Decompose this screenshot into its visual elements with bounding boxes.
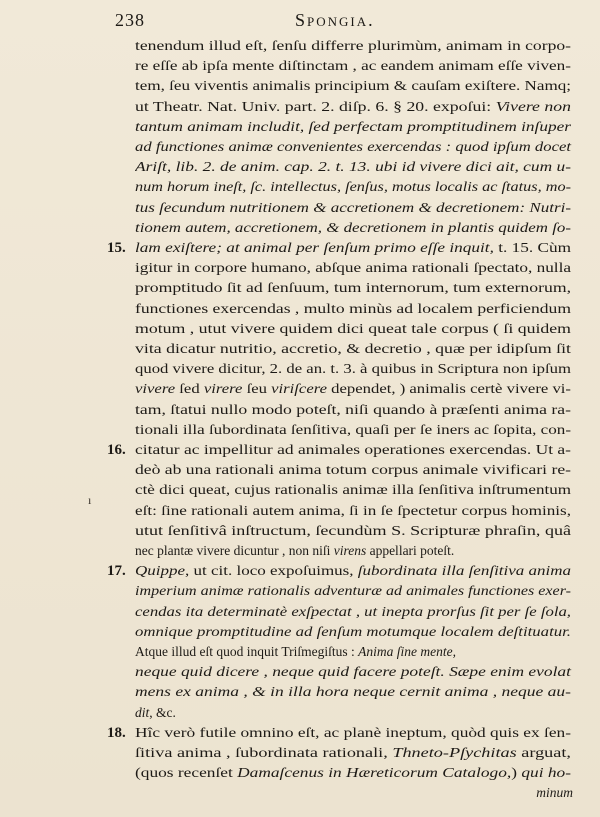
roman-text: Hîc verò futile omnino eſt, ac planè ineptum, quòd quis ex ſen- — [135, 724, 571, 740]
paragraph-number: 16. — [107, 442, 126, 458]
line-content — [135, 278, 571, 298]
italic-text: Anima ſine mente, — [358, 644, 456, 659]
italic-text: imperium animæ rationalis adventuræ ad animales functiones exer- — [135, 583, 571, 599]
line-content — [135, 501, 571, 521]
line-content — [135, 117, 571, 137]
line-content — [135, 581, 571, 601]
text-line — [135, 299, 573, 319]
text-line — [135, 642, 573, 662]
text-line — [107, 723, 573, 743]
text-line — [135, 379, 573, 399]
text-line — [135, 703, 573, 723]
roman-text: nec plantæ vivere dicuntur , non niſi — [135, 543, 334, 558]
italic-text: Thneto-Pſychitas — [392, 745, 517, 760]
roman-text: ſitiva anima , ſubordinata rationali, — [135, 745, 393, 760]
italic-text: num horum ineſt, ſc. intellectus, ſenſus, motus localis ac ſtatus, mo- — [135, 179, 571, 195]
line-content — [135, 622, 571, 642]
text-line — [135, 177, 573, 197]
roman-text: functiones exercendas , multo minùs ad localem perficiendum — [135, 300, 571, 316]
line-content — [135, 177, 571, 197]
margin-mark: ı — [88, 493, 92, 507]
line-content — [135, 400, 571, 420]
line-content — [135, 460, 571, 480]
text-line — [135, 258, 573, 278]
line-content — [135, 56, 571, 76]
roman-text: tenendum illud eſt, ſenſu differre plurimùm, animam in corpo- — [135, 38, 572, 53]
paragraph-number: 15. — [107, 240, 126, 256]
line-content — [135, 561, 571, 581]
line-content — [135, 682, 571, 702]
italic-text: dit — [135, 704, 150, 720]
roman-text: ut Theatr. Nat. Univ. part. 2. diſp. 6. § 20. expoſui: — [135, 98, 496, 114]
paragraph-number: 17. — [107, 563, 126, 580]
italic-text: ſubordinata illa ſenſitiva anima — [357, 563, 572, 579]
text-line — [135, 682, 573, 702]
text-line — [107, 440, 573, 460]
line-content — [135, 723, 571, 743]
italic-text: virere — [203, 381, 243, 397]
roman-text: ) — [511, 765, 522, 781]
roman-text: promptitudo ſit ad ſenſuum, tum internorum, tum externorum, — [135, 280, 572, 296]
italic-text: Vivere non — [495, 98, 571, 114]
roman-text: Atque illud eſt quod inquit Triſmegiſtus : — [135, 644, 359, 659]
italic-text: Quippe — [135, 563, 186, 579]
roman-text: arguat, — [516, 745, 571, 760]
text-line — [135, 117, 573, 137]
text-line — [135, 501, 573, 521]
text-line — [135, 359, 573, 379]
italic-text: ad functiones animæ convenientes exercendas : quod ipſum docet — [135, 139, 571, 154]
italic-text: tionem autem, accretionem, & decretionem in plantis quidem ſo- — [135, 219, 571, 235]
line-content — [135, 662, 571, 682]
italic-text: tus ſecundum nutritionem & accretionem & decretionem: Nutri- — [135, 199, 572, 215]
italic-text: viriſcere — [271, 381, 328, 397]
line-content — [135, 359, 571, 379]
roman-text: ſed — [175, 381, 204, 397]
line-content — [135, 218, 571, 238]
catchword: minum — [536, 785, 573, 801]
page-number: 238 — [115, 10, 145, 30]
line-content — [135, 198, 571, 218]
line-content — [135, 743, 571, 763]
text-line — [135, 743, 573, 763]
roman-text: appellari poteſt. — [366, 543, 455, 558]
italic-text: omnique promptitudine ad ſenſum motumque localem deſtituatur. — [135, 623, 571, 639]
running-title: Spongia. — [295, 10, 375, 30]
italic-text: virens — [333, 543, 367, 558]
text-line — [135, 157, 573, 177]
text-line — [107, 238, 573, 258]
line-content — [135, 440, 571, 460]
line-content — [135, 137, 571, 157]
text-line — [135, 480, 573, 500]
italic-text: lam exiſtere; at animal per ſenſum primo eſſe inquit, — [135, 240, 499, 255]
roman-text: dependet, ) animalis certè vivere vi- — [327, 381, 571, 397]
roman-text: eſt: ſine rationali autem anima, ſi in ſe ſpectetur corpus hominis, — [135, 502, 571, 518]
roman-text: tem, ſeu viventis animalis principium & cauſam exiſtere. Namq; — [135, 78, 572, 94]
italic-text: tantum animam includit, ſed perfectam promptitudinem inſuper — [135, 118, 571, 134]
roman-text: , &c. — [149, 704, 176, 720]
line-content — [135, 319, 571, 339]
line-content — [135, 36, 571, 56]
roman-text: quod vivere dicitur, 2. de an. t. 3. à quibus in Scriptura non ipſum — [135, 361, 571, 377]
text-line — [135, 602, 573, 622]
line-content — [135, 258, 571, 278]
text-line — [135, 622, 573, 642]
text-line — [135, 400, 573, 420]
text-line — [135, 460, 573, 480]
text-line — [135, 76, 573, 96]
italic-text: mens ex anima , & in illa hora neque cernit anima , neque au- — [135, 684, 572, 700]
text-line — [135, 763, 573, 783]
roman-text: vita dicatur nutritio, accretio, & decretio , quæ per idipſum ſit — [135, 341, 571, 356]
roman-text: (quos recenſet — [135, 765, 238, 781]
text-line — [135, 36, 573, 56]
roman-text: utut ſenſitivâ inſtructum, ſecundùm S. Scripturæ phraſin, quâ — [135, 522, 572, 538]
italic-text: Damaſcenus in Hæreticorum Catalogo, — [237, 765, 512, 781]
page-header — [110, 10, 580, 36]
roman-text: citatur ac impellitur ad animales operationes exercendas. Ut a- — [135, 442, 571, 457]
line-content — [135, 379, 571, 399]
line-content — [135, 763, 571, 783]
text-line — [135, 420, 573, 440]
line-content — [135, 521, 571, 541]
text-line — [135, 339, 573, 359]
text-line — [107, 561, 573, 581]
roman-text: tionali illa ſubordinata ſenſitiva, quaſi per ſe iners ac ſopita, con- — [135, 421, 572, 437]
text-line — [135, 137, 573, 157]
roman-text: igitur in corpore humano, abſque anima rationali ſpectato, nulla — [135, 260, 572, 276]
italic-text: neque quid dicere , neque quid facere poteſt. Sæpe enim evolat — [135, 664, 572, 680]
roman-text: , ut cit. loco expoſuimus, — [185, 563, 358, 579]
line-content — [135, 480, 571, 500]
catchword-line — [135, 783, 573, 803]
line-content — [135, 238, 571, 258]
roman-text: ſeu — [242, 381, 272, 397]
line-content — [135, 157, 571, 177]
line-content — [135, 602, 571, 622]
line-content — [135, 420, 571, 440]
roman-text: motum , utut vivere quidem dici queat tale corpus ( ſi quidem — [135, 320, 572, 336]
italic-text: qui ho- — [521, 765, 571, 781]
text-line — [135, 198, 573, 218]
text-line — [135, 521, 573, 541]
text-line — [135, 97, 573, 117]
roman-text: ctè dici queat, cujus rationalis animæ illa ſenſitiva inſtrumentum — [135, 482, 572, 498]
italic-text: Ariſt, lib. 2. de anim. cap. 2. t. 13. ubi id vivere dici ait, cum u- — [135, 159, 571, 175]
italic-text: cendas ita determinatè exſpectat , ut inepta prorſus ſit per ſe ſola, — [135, 603, 571, 619]
text-line — [135, 218, 573, 238]
roman-text: deò ab una rationali anima totum corpus animale vivificari re- — [135, 462, 571, 478]
line-content — [135, 339, 571, 359]
text-line — [135, 541, 573, 561]
roman-text: tam, ſtatui nullo modo poteſt, niſi quando à præſenti anima ra- — [135, 401, 571, 417]
text-line — [135, 662, 573, 682]
line-content — [135, 76, 571, 96]
line-content — [135, 97, 571, 117]
roman-text: t. 15. Cùm — [498, 240, 571, 255]
paragraph-number: 18. — [107, 724, 126, 741]
text-line — [135, 319, 573, 339]
text-line — [135, 581, 573, 601]
line-content — [135, 299, 571, 319]
roman-text: re eſſe ab ipſa mente diſtinctam , ac eandem animam eſſe viven- — [135, 58, 572, 74]
text-line — [135, 56, 573, 76]
italic-text: vivere — [135, 381, 176, 397]
text-line — [135, 278, 573, 298]
